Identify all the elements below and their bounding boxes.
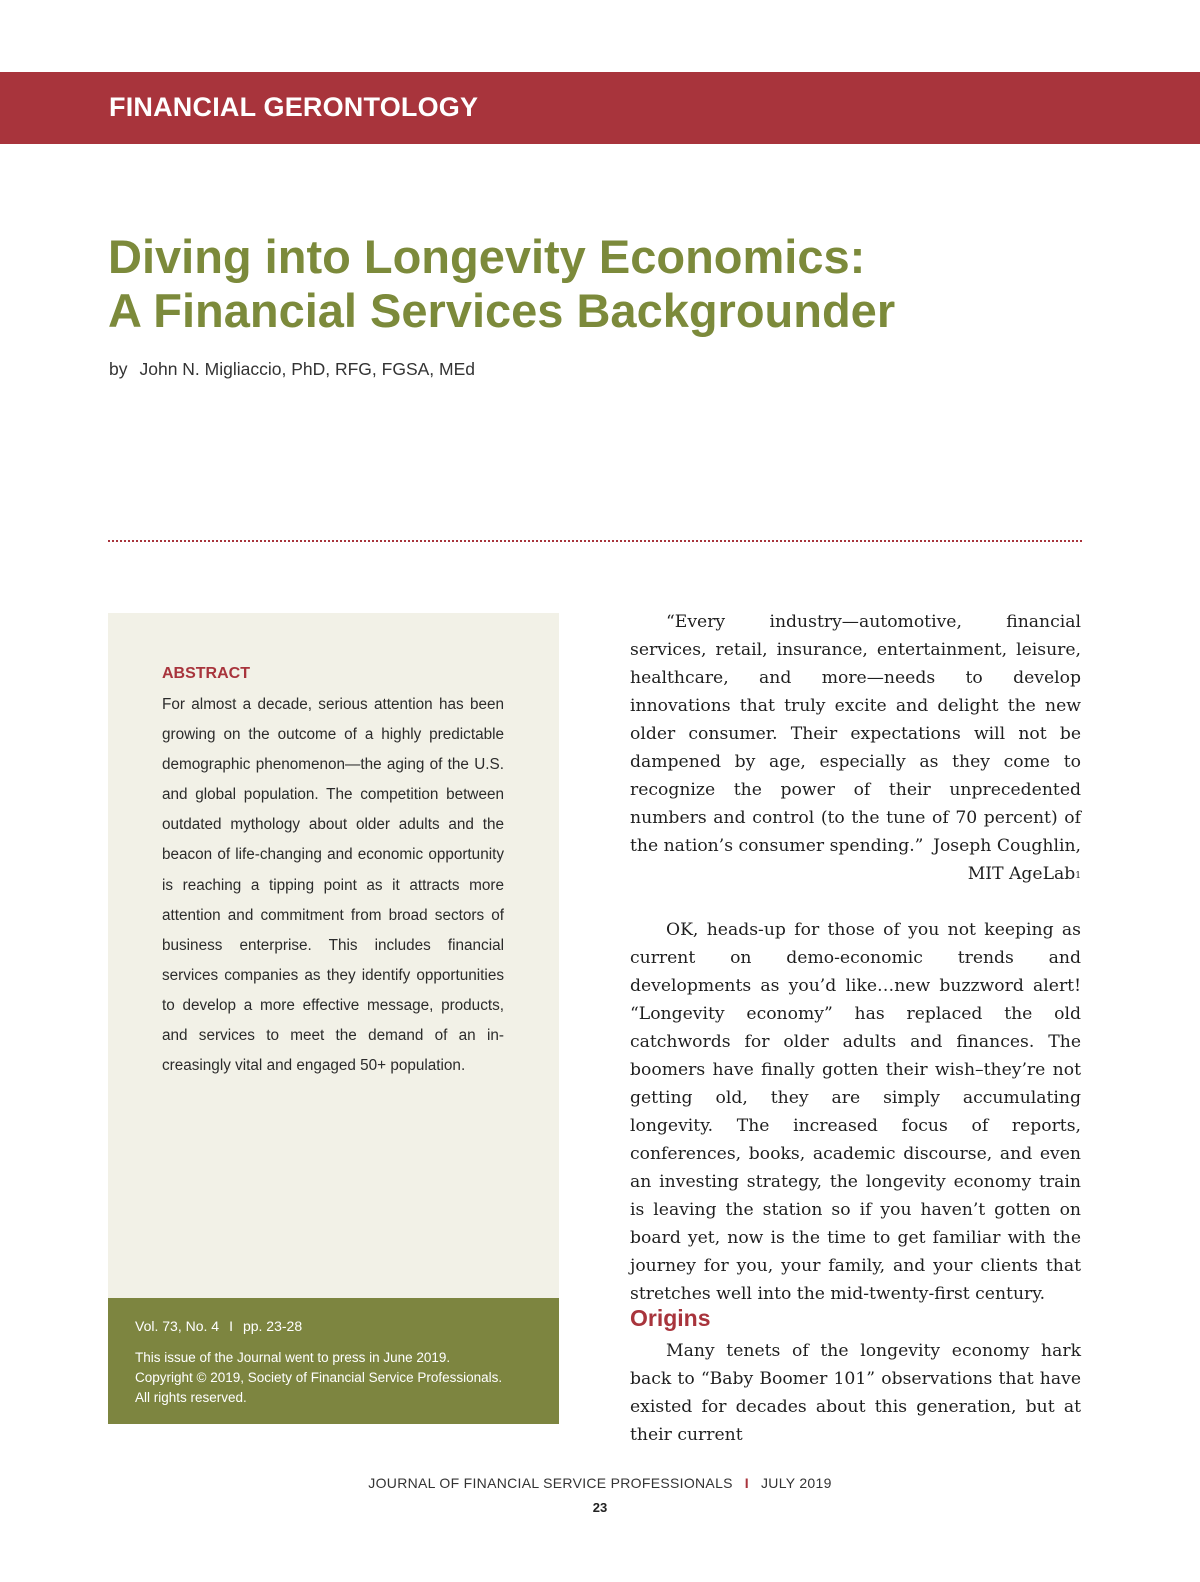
attribution-org: MIT AgeLab — [967, 864, 1076, 884]
copyright-notice: Copyright © 2019, Society of Financial Service Professionals. — [135, 1370, 503, 1385]
footer-separator: I — [744, 1475, 749, 1491]
footnote-marker: 1 — [1075, 871, 1081, 881]
byline — [109, 359, 475, 380]
article-title — [108, 230, 895, 338]
page-number: 23 — [592, 1500, 608, 1515]
abstract-heading: ABSTRACT — [162, 665, 250, 682]
journal-name: JOURNAL OF FINANCIAL SERVICE PROFESSIONALS — [368, 1475, 733, 1491]
abstract-box — [108, 613, 559, 1298]
citation-separator: I — [229, 1318, 233, 1334]
dotted-divider — [108, 540, 1082, 542]
body-paragraph-2: Many tenets of the longevity economy hark back to “Baby Boomer 101” observations that have existed for decades about this generation, but at their current — [630, 1341, 1081, 1445]
epigraph-quote: “Every industry—automotive, financial services, retail, insurance, entertainment, leisure, healthcare, and more—needs to develop innovations that truly excite and delight the new older consumer. Their expectations will not be dampened by age, especially as they come to recognize the power of their unprecedented numbers and control (to the tune of 70 percent) of the nation’s consumer spending.” — [630, 612, 1081, 856]
title-line-1: Diving into Longevity Economics: — [108, 230, 866, 283]
author-name: John N. Migliaccio, PhD, RFG, FGSA, MEd — [139, 359, 475, 379]
press-date: This issue of the Journal went to press in June 2019. — [135, 1350, 451, 1365]
rights-notice: All rights reserved. — [135, 1390, 247, 1405]
issue-info-box — [108, 1298, 559, 1424]
section-label: FINANCIAL GERONTOLOGY — [109, 92, 479, 122]
body-paragraph-1: OK, heads-up for those of you not keeping as current on demo-economic trends and developments as you’d like…new buzzword alert! “Longevity economy” has replaced the old catchwords for older adults and finances. The boomers have finally gotten their wish–they’re not getting old, they are simply accumulating longevity. The increased focus of reports, conferences, books, academic discourse, and even an investing strategy, the longevity economy train is leaving the station so if you haven’t gotten on board yet, now is the time to get familiar with the journey for you, your family, and your clients that stretches well into the mid-twenty-first century. — [630, 920, 1081, 1304]
origins-heading: Origins — [630, 1305, 711, 1331]
attribution-name: Joseph Coughlin, — [933, 836, 1081, 856]
issue-citation — [135, 1318, 302, 1334]
title-line-2: A Financial Services Backgrounder — [108, 284, 896, 337]
section-banner — [0, 72, 1200, 144]
abstract-body: For almost a decade, serious attention has been growing on the outcome of a highly predictable demographic phenomenon—the aging of the U.S. and global population. The competition between outdated mythology about older adults and the beacon of life-changing and economic opportunity is reaching a tipping point as it attracts more attention and commitment from broad sectors of business enterprise. This includes financial services companies as they identify opportunities to develop a more effective message, products, and services to meet the demand of an increasingly vital and engaged 50+ population. — [162, 696, 504, 1075]
issue-date: JULY 2019 — [761, 1475, 832, 1491]
page-range: pp. 23-28 — [242, 1318, 303, 1334]
byline-prefix: by — [109, 359, 128, 379]
volume-number: Vol. 73, No. 4 — [135, 1318, 220, 1334]
quote-attribution — [630, 832, 1081, 888]
running-footer — [0, 1475, 1200, 1491]
press-notice — [135, 1348, 545, 1408]
attribution-org-line — [630, 860, 1081, 888]
